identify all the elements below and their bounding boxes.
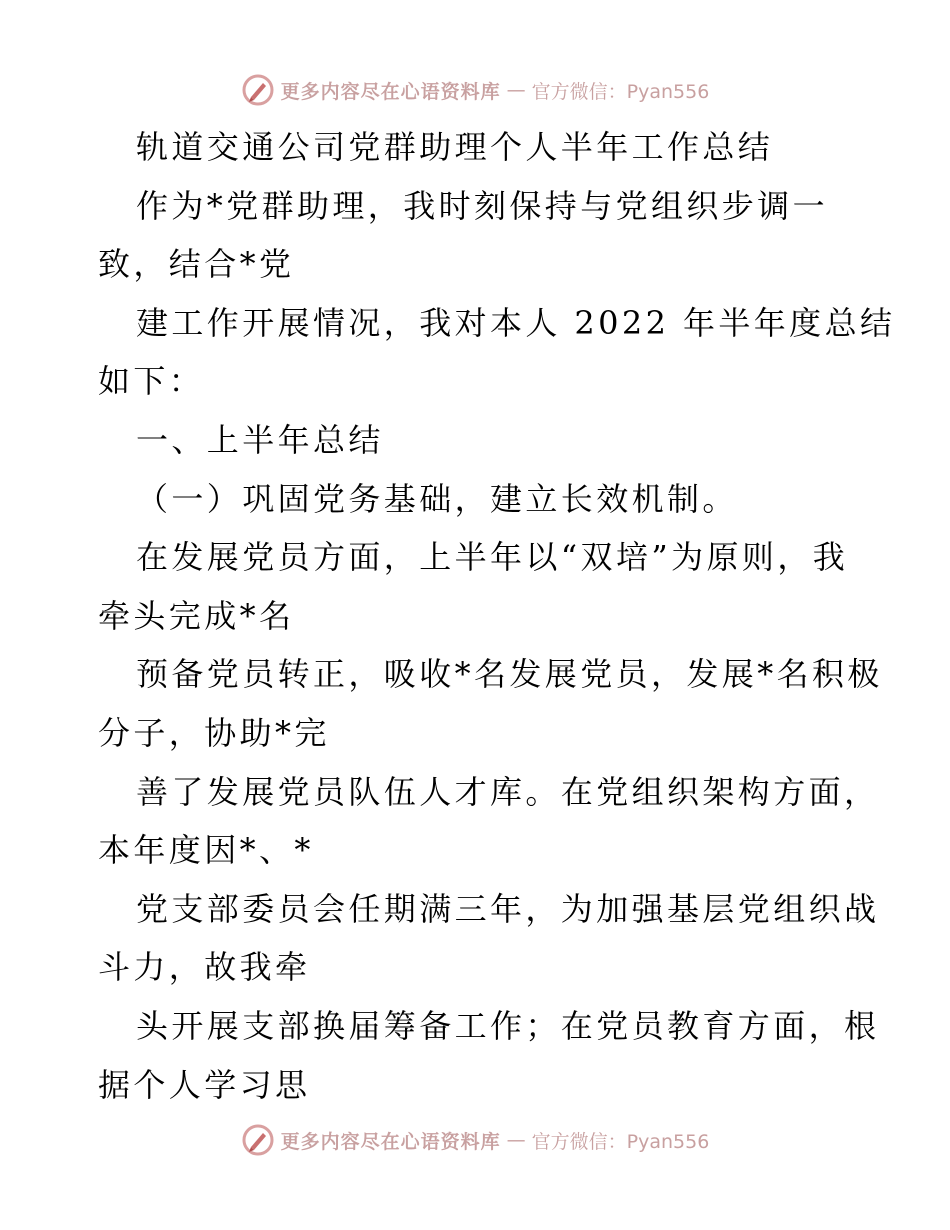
watermark-text: 更多内容尽在心语资料库 [280,1130,501,1153]
footer-watermark [0,1120,950,1160]
watermark-dash: — [506,79,526,101]
watermark-dash: — [506,1129,526,1151]
paragraph-line: 善了发展党员队伍人才库。在党组织架构方面， [136,772,880,811]
paragraph-line: 在发展党员方面，上半年以“双培”为原则，我 [136,538,849,577]
pen-circle-logo-icon [241,73,275,107]
paragraph-line: 斗力，故我牵 [98,948,311,987]
watermark-official-account: 官方微信：Pyan556 [531,80,710,103]
subsection-heading: （一）巩固党务基础，建立长效机制。 [136,479,738,518]
paragraph-line: 牵头完成*名 [98,596,295,635]
section-heading: 一、上半年总结 [136,420,384,459]
paragraph-line: 本年度因*、* [98,831,314,870]
paragraph-line: 据个人学习思 [98,1065,311,1104]
paragraph-line: 预备党员转正，吸收*名发展党员，发展*名积极 [136,655,883,694]
watermark-text: 更多内容尽在心语资料库 [280,80,501,103]
header-watermark [0,70,950,110]
document-title: 轨道交通公司党群助理个人半年工作总结 [136,128,774,166]
paragraph-line: 头开展支部换届筹备工作；在党员教育方面，根 [136,1006,880,1045]
watermark-official-account: 官方微信：Pyan556 [531,1130,710,1153]
paragraph-line: 党支部委员会任期满三年，为加强基层党组织战 [136,889,880,928]
pen-circle-logo-icon [241,1123,275,1157]
paragraph-line: 致，结合*党 [98,245,295,284]
paragraph-line: 建工作开展情况，我对本人 2022 年半年度总结 [136,303,896,342]
paragraph-line: 作为*党群助理，我时刻保持与党组织步调一 [136,186,829,225]
paragraph-line: 如下： [98,362,205,401]
document-body [98,118,896,1114]
paragraph-line: 分子，协助*完 [98,713,330,752]
